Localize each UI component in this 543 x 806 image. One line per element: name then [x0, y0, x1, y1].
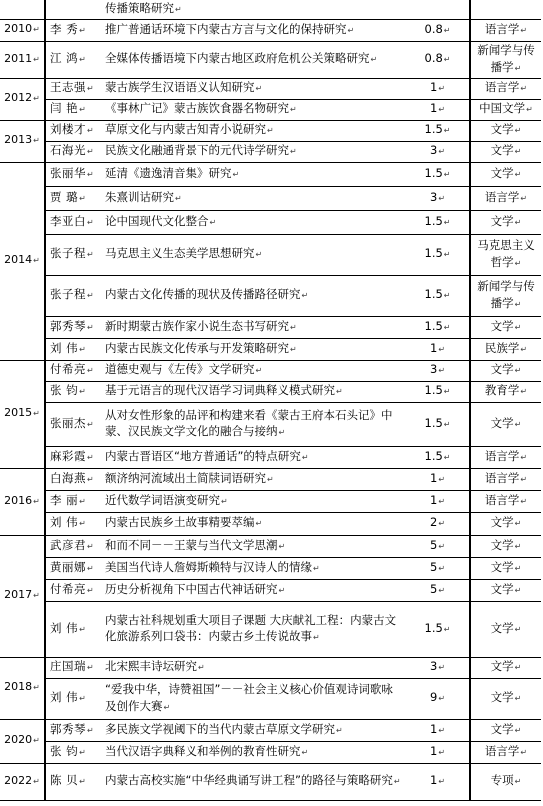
score-cell: 5↵ — [406, 535, 470, 557]
table-row — [0, 338, 541, 360]
score-cell: 1.5↵ — [406, 234, 470, 275]
discipline-cell: 文学↵ — [470, 360, 541, 381]
score-cell: 3↵ — [406, 360, 470, 381]
score-cell: 1.5↵ — [406, 402, 470, 446]
applicant-name-cell: 郭秀琴↵ — [45, 316, 101, 338]
table-row — [0, 99, 541, 120]
discipline-cell: 民族学↵ — [470, 338, 541, 360]
discipline-cell: 语言学↵ — [470, 446, 541, 468]
table-row — [0, 535, 541, 557]
table-row — [0, 381, 541, 402]
project-title-cell: 论中国现代文化整合↵ — [101, 210, 406, 234]
applicant-name-cell: 李 丽↵ — [45, 490, 101, 512]
applicant-name-cell: 刘楼才↵ — [45, 120, 101, 141]
score-cell: 1.5↵ — [406, 275, 470, 316]
discipline-cell: 新闻学与传播学↵ — [470, 275, 541, 316]
year-cell: 2011↵ — [0, 41, 45, 78]
project-title-cell: 多民族文学视阈下的当代内蒙古草原文学研究↵ — [101, 719, 406, 741]
discipline-cell: 语言学↵ — [470, 468, 541, 490]
applicant-name-cell: 武彦君↵ — [45, 535, 101, 557]
score-cell: 1.5↵ — [406, 316, 470, 338]
score-cell: 3↵ — [406, 141, 470, 162]
project-title-cell: 马克思主义生态美学思想研究↵ — [101, 234, 406, 275]
year-cell: 2010↵ — [0, 19, 45, 41]
project-title-cell: 额济纳河流域出土简牍词语研究↵ — [101, 468, 406, 490]
applicant-name-cell: 白海燕↵ — [45, 468, 101, 490]
applicant-name-cell: 石海光↵ — [45, 141, 101, 162]
project-title-cell: 历史分析视角下中国古代神话研究↵ — [101, 579, 406, 601]
project-title-cell: 内蒙古民族文化传承与开发策略研究↵ — [101, 338, 406, 360]
discipline-cell: 文学↵ — [470, 210, 541, 234]
year-cell: 2016↵ — [0, 468, 45, 535]
discipline-cell: 新闻学与传播学↵ — [470, 41, 541, 78]
project-title-cell: 草原文化与内蒙古知青小说研究↵ — [101, 120, 406, 141]
discipline-cell: 文学↵ — [470, 141, 541, 162]
table-row — [0, 402, 541, 446]
project-title-cell: 内蒙古民族乡土故事精要萃编↵ — [101, 512, 406, 535]
applicant-name-cell: 李 秀↵ — [45, 19, 101, 41]
project-title-cell: 道德史观与《左传》文学研究↵ — [101, 360, 406, 381]
table-row — [0, 234, 541, 275]
table-row-continued — [0, 0, 541, 19]
applicant-name-cell: 张子程↵ — [45, 275, 101, 316]
score-cell: 1↵ — [406, 468, 470, 490]
score-cell: 1↵ — [406, 99, 470, 120]
applicant-name-cell: 李亚白↵ — [45, 210, 101, 234]
discipline-cell: 文学↵ — [470, 402, 541, 446]
project-title-cell: “爱我中华，诗赞祖国”－－社会主义核心价值观诗词歌咏及创作大赛↵ — [101, 678, 406, 719]
table-row — [0, 657, 541, 678]
project-title-cell: 和而不同－－王蒙与当代文学思潮↵ — [101, 535, 406, 557]
table-row — [0, 141, 541, 162]
project-title-cell: 《事林广记》蒙古族饮食器名物研究↵ — [101, 99, 406, 120]
table-row — [0, 678, 541, 719]
score-cell: 1.5↵ — [406, 162, 470, 186]
discipline-cell: 文学↵ — [470, 557, 541, 579]
discipline-cell: 文学↵ — [470, 579, 541, 601]
applicant-name-cell: 张子程↵ — [45, 234, 101, 275]
score-cell: 0.8↵ — [406, 19, 470, 41]
applicant-name-cell: 付希亮↵ — [45, 579, 101, 601]
project-title-cell: 蒙古族学生汉语语义认知研究↵ — [101, 78, 406, 99]
applicant-name-cell: 张 钧↵ — [45, 381, 101, 402]
discipline-cell: 语言学↵ — [470, 741, 541, 763]
year-cell: 2017↵ — [0, 535, 45, 657]
applicant-name-cell: 贾 璐↵ — [45, 186, 101, 210]
year-cell: 2018↵ — [0, 657, 45, 719]
score-cell: 5↵ — [406, 579, 470, 601]
project-title-cell: 内蒙古文化传播的现状及传播路径研究↵ — [101, 275, 406, 316]
table-row — [0, 120, 541, 141]
year-cell: 2015↵ — [0, 360, 45, 468]
table-row — [0, 19, 541, 41]
score-cell: 3↵ — [406, 657, 470, 678]
score-cell: 0.8↵ — [406, 41, 470, 78]
discipline-cell: 教育学↵ — [470, 381, 541, 402]
score-cell: 1↵ — [406, 490, 470, 512]
discipline-cell: 文学↵ — [470, 657, 541, 678]
score-cell: 1↵ — [406, 338, 470, 360]
year-cell: 2012↵ — [0, 78, 45, 120]
applicant-name-cell: 刘 伟↵ — [45, 601, 101, 657]
year-cell: 2020↵ — [0, 719, 45, 763]
discipline-cell: 中国文学↵ — [470, 99, 541, 120]
table-row — [0, 210, 541, 234]
project-title-cell: 基于元语言的现代汉语学习词典释义模式研究↵ — [101, 381, 406, 402]
score-cell: 1.5↵ — [406, 120, 470, 141]
score-cell: 1.5↵ — [406, 210, 470, 234]
applicant-name-cell: 张 钧↵ — [45, 741, 101, 763]
project-title-cell: 美国当代诗人詹姆斯赖特与汉诗人的情缘↵ — [101, 557, 406, 579]
score-cell: 1↵ — [406, 78, 470, 99]
table-row — [0, 763, 541, 800]
table-row — [0, 719, 541, 741]
project-title-cell: 北宋熙丰诗坛研究↵ — [101, 657, 406, 678]
project-title-cell: 朱熹训诂研究↵ — [101, 186, 406, 210]
score-cell: 1.5↵ — [406, 446, 470, 468]
project-title-cell: 全媒体传播语境下内蒙古地区政府危机公关策略研究↵ — [101, 41, 406, 78]
table-row — [0, 186, 541, 210]
discipline-cell: 语言学↵ — [470, 186, 541, 210]
project-title-cell: 新时期蒙古族作家小说生态书写研究↵ — [101, 316, 406, 338]
table-row — [0, 512, 541, 535]
score-cell: 1↵ — [406, 763, 470, 800]
table-row — [0, 316, 541, 338]
project-title-cell: 延清《遗逸清音集》研究↵ — [101, 162, 406, 186]
table-row — [0, 601, 541, 657]
applicant-name-cell: 闫 艳↵ — [45, 99, 101, 120]
project-title-cell: 内蒙古高校实施“中华经典诵写讲工程”的路径与策略研究↵ — [101, 763, 406, 800]
discipline-cell: 文学↵ — [470, 512, 541, 535]
discipline-cell: 文学↵ — [470, 535, 541, 557]
project-title-cell: 近代数学词语演变研究↵ — [101, 490, 406, 512]
applicant-name-cell: 刘 伟↵ — [45, 678, 101, 719]
applicant-name-cell: 张丽杰↵ — [45, 402, 101, 446]
discipline-cell: 文学↵ — [470, 719, 541, 741]
table-row — [0, 557, 541, 579]
applicant-name-cell: 庄国瑞↵ — [45, 657, 101, 678]
applicant-name-cell: 付希亮↵ — [45, 360, 101, 381]
table-row — [0, 490, 541, 512]
score-cell: 1↵ — [406, 719, 470, 741]
table-row — [0, 468, 541, 490]
score-cell: 9↵ — [406, 678, 470, 719]
year-cell: 2014↵ — [0, 162, 45, 360]
discipline-cell: 语言学↵ — [470, 78, 541, 99]
discipline-cell: 马克思主义哲学↵ — [470, 234, 541, 275]
table-row — [0, 41, 541, 78]
table-row — [0, 446, 541, 468]
table-row — [0, 360, 541, 381]
project-title-cell: 内蒙古晋语区“地方普通话”的特点研究↵ — [101, 446, 406, 468]
project-title-cell: 当代汉语字典释义和举例的教育性研究↵ — [101, 741, 406, 763]
discipline-cell: 文学↵ — [470, 601, 541, 657]
year-cell: 2022↵ — [0, 763, 45, 800]
table-row — [0, 162, 541, 186]
project-title-cell: 内蒙古社科规划重大项目子课题 大庆献礼工程：内蒙古文化旅游系列口袋书：内蒙古乡土传说故事↵ — [101, 601, 406, 657]
table-row — [0, 741, 541, 763]
table-row — [0, 275, 541, 316]
applicant-name-cell: 郭秀琴↵ — [45, 719, 101, 741]
project-title-cell: 民族文化融通背景下的元代诗学研究↵ — [101, 141, 406, 162]
discipline-cell: 文学↵ — [470, 120, 541, 141]
applicant-name-cell: 麻彩霞↵ — [45, 446, 101, 468]
table-row — [0, 579, 541, 601]
score-cell: 1.5↵ — [406, 601, 470, 657]
score-cell: 3↵ — [406, 186, 470, 210]
discipline-cell: 文学↵ — [470, 316, 541, 338]
discipline-cell: 语言学↵ — [470, 490, 541, 512]
discipline-cell: 文学↵ — [470, 162, 541, 186]
applicant-name-cell: 黄丽娜↵ — [45, 557, 101, 579]
score-cell: 1.5↵ — [406, 381, 470, 402]
applicant-name-cell: 陈 贝↵ — [45, 763, 101, 800]
project-title-cell: 从对女性形象的品评和构建来看《蒙古王府本石头记》中蒙、汉民族文学文化的融合与接纳↵ — [101, 402, 406, 446]
score-cell: 1↵ — [406, 741, 470, 763]
discipline-cell: 专项↵ — [470, 763, 541, 800]
discipline-cell: 文学↵ — [470, 678, 541, 719]
score-cell: 2↵ — [406, 512, 470, 535]
continued-title: 传播策略研究↵ — [101, 0, 406, 19]
score-cell: 5↵ — [406, 557, 470, 579]
applicant-name-cell: 江 鸿↵ — [45, 41, 101, 78]
applicant-name-cell: 刘 伟↵ — [45, 338, 101, 360]
applicant-name-cell: 张丽华↵ — [45, 162, 101, 186]
discipline-cell: 语言学↵ — [470, 19, 541, 41]
year-cell: 2013↵ — [0, 120, 45, 162]
applicant-name-cell: 王志强↵ — [45, 78, 101, 99]
applicant-name-cell: 刘 伟↵ — [45, 512, 101, 535]
project-title-cell: 推广普通话环境下内蒙古方言与文化的保持研究↵ — [101, 19, 406, 41]
table-row — [0, 78, 541, 99]
